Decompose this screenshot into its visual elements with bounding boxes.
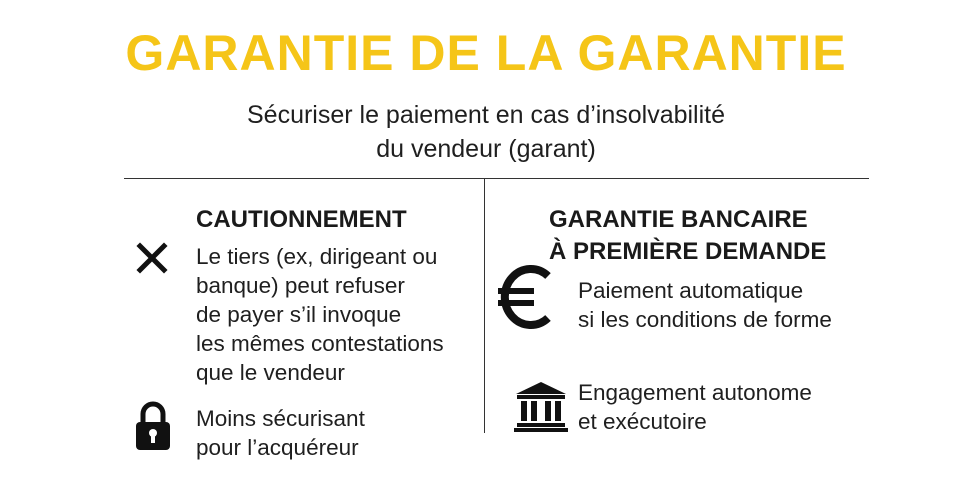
right-item-2-line: Engagement autonome — [578, 380, 812, 405]
left-item-1-line: Le tiers (ex, dirigeant ou — [196, 244, 438, 269]
right-item-2-line: et exécutoire — [578, 409, 707, 434]
left-item-2-text — [196, 404, 365, 462]
euro-icon — [496, 264, 556, 330]
left-item-2-line: pour l’acquéreur — [196, 435, 359, 460]
right-item-2-text — [578, 378, 812, 436]
vertical-divider — [484, 178, 485, 433]
left-item-1-text — [196, 242, 444, 387]
left-heading: CAUTIONNEMENT — [196, 206, 407, 233]
subtitle-line-2: du vendeur (garant) — [376, 135, 596, 163]
left-item-2-line: Moins sécurisant — [196, 406, 365, 431]
cross-icon — [136, 242, 168, 274]
left-item-1-line: que le vendeur — [196, 360, 345, 385]
right-heading-line-2: À PREMIÈRE DEMANDE — [549, 238, 827, 265]
left-item-1-line: banque) peut refuser — [196, 273, 405, 298]
right-item-1-line: Paiement automatique — [578, 278, 804, 303]
page-title: GARANTIE DE LA GARANTIE — [125, 25, 847, 81]
subtitle — [0, 98, 972, 166]
right-heading-line-1: GARANTIE BANCAIRE — [549, 206, 808, 233]
right-item-1-text — [578, 276, 832, 334]
bank-icon — [514, 380, 568, 432]
left-item-1-line: de payer s’il invoque — [196, 302, 402, 327]
right-item-1-line: si les conditions de forme — [578, 307, 832, 332]
right-heading — [549, 204, 826, 268]
subtitle-line-1: Sécuriser le paiement en cas d’insolvabilité — [246, 101, 726, 129]
left-item-1-line: les mêmes contestations — [196, 331, 444, 356]
lock-icon — [133, 400, 173, 452]
horizontal-divider — [124, 178, 869, 179]
